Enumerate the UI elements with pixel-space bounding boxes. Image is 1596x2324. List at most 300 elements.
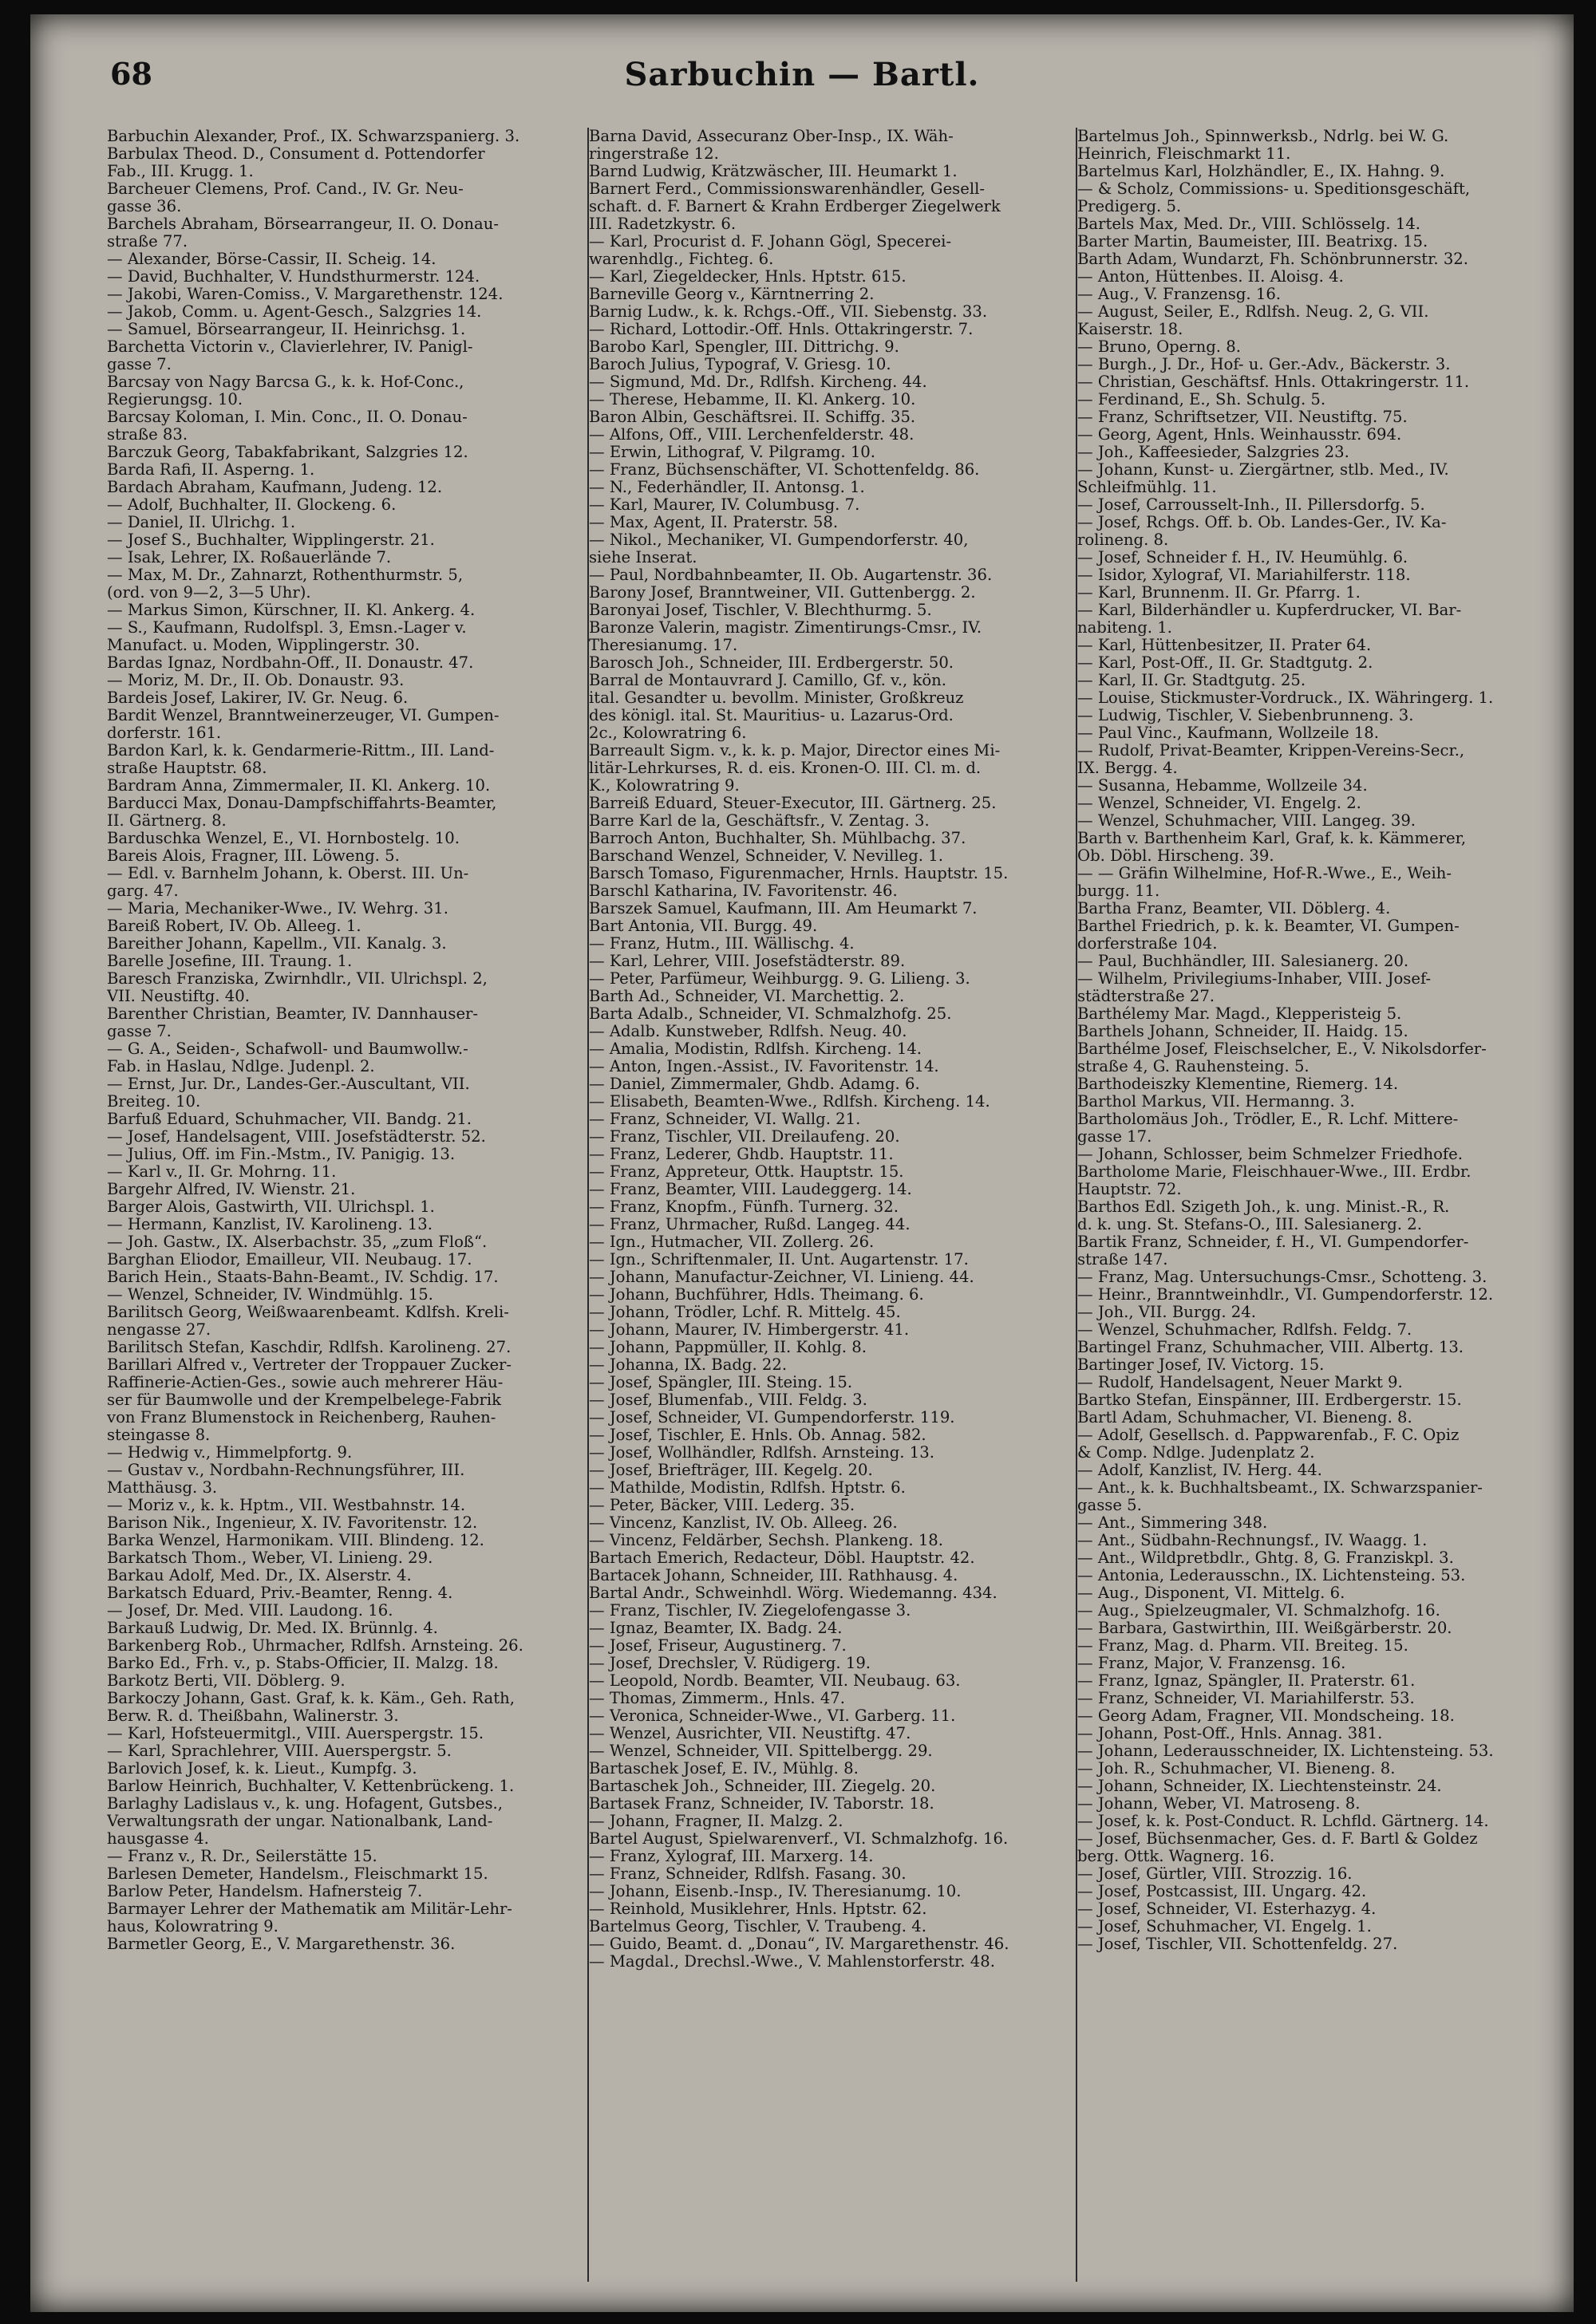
directory-entry-line: Barillari Alfred v., Vertreter der Troppauer Zucker- [107,1356,512,1374]
directory-entry-line: Bartelmus Georg, Tischler, V. Traubeng. 4. [589,1918,926,1935]
directory-entry-line: — S., Kaufmann, Rudolfspl. 3, Emsn.-Lager v. [107,619,467,637]
directory-entry-line: ser für Baumwolle und der Krempelbelege-Fabrik [107,1391,501,1409]
directory-entry-line: — Josef, Tischler, E. Hnls. Ob. Annag. 582. [589,1426,926,1444]
directory-entry-line: Barlow Peter, Handelsm. Hafnersteig 7. [107,1883,423,1900]
directory-entry-line: — Ign., Schriftenmaler, II. Unt. Augartenstr. 17. [589,1251,969,1269]
directory-entry-line: — Adolf, Kanzlist, IV. Herg. 44. [1077,1462,1322,1479]
directory-page [30,14,1574,2312]
directory-entry-line: Barcsay von Nagy Barcsa G., k. k. Hof-Conc., [107,373,464,391]
directory-entry-line: Barreault Sigm. v., k. k. p. Major, Director eines Mi- [589,742,1001,760]
directory-entry-line: — Franz, Uhrmacher, Rußd. Langeg. 44. [589,1216,911,1233]
directory-entry-line: Baronyai Josef, Tischler, V. Blechthurmg. 5. [589,602,932,619]
directory-entry-line: haus, Kolowratring 9. [107,1918,279,1935]
directory-entry-line: Bardram Anna, Zimmermaler, II. Kl. Ankerg. 10. [107,777,491,795]
directory-entry-line: burgg. 11. [1077,882,1160,900]
directory-entry-line: IX. Bergg. 4. [1077,760,1178,777]
directory-entry-line: — Joh., Kaffeesieder, Salzgries 23. [1077,444,1349,461]
directory-entry-line: Bareither Johann, Kapellm., VII. Kanalg. 3. [107,935,447,953]
directory-entry-line: Raffinerie-Actien-Ges., sowie auch mehrerer Häu- [107,1374,504,1391]
directory-entry-line: straße 83. [107,426,188,444]
directory-entry-line: — Karl, Ziegeldecker, Hnls. Hptstr. 615. [589,268,907,286]
directory-entry-line: Barthélme Josef, Fleischselcher, E., V. Nikolsdorfer- [1077,1040,1487,1058]
directory-entry-line: Kaiserstr. 18. [1077,321,1183,338]
directory-entry-line: nabiteng. 1. [1077,619,1172,637]
directory-entry-line: Barnert Ferd., Commissionswarenhändler, Gesell- [589,180,985,198]
directory-entry-line: Barger Alois, Gastwirth, VII. Ulrichspl. 1. [107,1198,435,1216]
directory-entry-line: — Josef, Rchgs. Off. b. Ob. Landes-Ger., IV. Ka- [1077,514,1447,531]
directory-entry-line: — Markus Simon, Kürschner, II. Kl. Ankerg. 4. [107,602,476,619]
directory-entry-line: Barlovich Josef, k. k. Lieut., Kumpfg. 3. [107,1760,417,1778]
directory-entry-line: Barko Ed., Frh. v., p. Stabs-Officier, II. Malzg. 18. [107,1655,499,1672]
directory-entry-line: Barth Ad., Schneider, VI. Marchettig. 2. [589,988,905,1005]
directory-entry-line: Bartinger Josef, IV. Victorg. 15. [1077,1356,1325,1374]
page-number: 68 [110,56,152,92]
directory-entry-line: Barth v. Barthenheim Karl, Graf, k. k. Kämmerer, [1077,830,1467,847]
directory-entry-line: (ord. von 9—2, 3—5 Uhr). [107,584,311,602]
directory-entry-line: Bartha Franz, Beamter, VII. Döblerg. 4. [1077,900,1391,917]
directory-entry-line: siehe Inserat. [589,549,697,566]
directory-entry-line: Matthäusg. 3. [107,1479,218,1497]
directory-entry-line: — Johann, Kunst- u. Ziergärtner, stlb. Med., IV. [1077,461,1449,479]
directory-entry-line: — Joh. R., Schuhmacher, VI. Bieneng. 8. [1077,1760,1396,1778]
directory-entry-line: — Franz, Mag. Untersuchungs-Cmsr., Schotteng. 3. [1077,1269,1487,1286]
directory-column-1 [107,128,595,2282]
directory-entry-line: Manufact. u. Moden, Wipplingerstr. 30. [107,637,420,654]
directory-entry-line: — Hedwig v., Himmelpfortg. 9. [107,1444,353,1462]
directory-entry-line: — Johann, Schlosser, beim Schmelzer Friedhofe. [1077,1146,1463,1163]
directory-entry-line: — Josef, Gürtler, VIII. Strozzig. 16. [1077,1865,1353,1883]
directory-entry-line: — Alexander, Börse-Cassir, II. Scheig. 14. [107,251,437,268]
directory-entry-line: — Johann, Trödler, Lchf. R. Mittelg. 45. [589,1304,901,1321]
directory-entry-line: Bartasek Franz, Schneider, IV. Taborstr. 18. [589,1795,934,1813]
directory-entry-line: — Franz, Büchsenschäfter, VI. Schottenfeldg. 86. [589,461,980,479]
directory-entry-line: Barschand Wenzel, Schneider, V. Nevilleg. 1. [589,847,943,865]
directory-entry-line: straße Hauptstr. 68. [107,760,267,777]
directory-entry-line: — Franz, Major, V. Franzensg. 16. [1077,1655,1346,1672]
directory-entry-line: — Johann, Post-Off., Hnls. Annag. 381. [1077,1725,1383,1742]
directory-entry-line: gasse 5. [1077,1497,1142,1514]
directory-entry-line: — Josef, Tischler, VII. Schottenfeldg. 27. [1077,1935,1398,1953]
directory-entry-line: Bartik Franz, Schneider, f. H., VI. Gumpendorfer- [1077,1233,1469,1251]
directory-entry-line: Barth Adam, Wundarzt, Fh. Schönbrunnerstr. 32. [1077,251,1468,268]
directory-entry-line: — Josef, Schneider, VI. Esterhazyg. 4. [1077,1900,1377,1918]
directory-entry-line: Bardach Abraham, Kaufmann, Judeng. 12. [107,479,443,496]
directory-entry-line: Barilitsch Stefan, Kaschdir, Rdlfsh. Karolineng. 27. [107,1339,512,1356]
directory-entry-line: Barkenberg Rob., Uhrmacher, Rdlfsh. Arnsteing. 26. [107,1637,523,1655]
page-header [62,56,1542,112]
directory-entry-line: — Karl, Post-Off., II. Gr. Stadtgutg. 2. [1077,654,1373,672]
directory-entry-line: — Aug., V. Franzensg. 16. [1077,286,1282,303]
directory-entry-line: III. Radetzkystr. 6. [589,215,737,233]
directory-entry-line: — Josef, Postcassist, III. Ungarg. 42. [1077,1883,1367,1900]
directory-entry-line: — Julius, Off. im Fin.-Mstm., IV. Panigig. 13. [107,1146,456,1163]
directory-entry-line: — Anton, Ingen.-Assist., IV. Favoritenstr. 14. [589,1058,939,1075]
directory-entry-line: — Rudolf, Privat-Beamter, Krippen-Vereins-Secr., [1077,742,1465,760]
directory-entry-line: Bartaschek Josef, E. IV., Mühlg. 8. [589,1760,859,1778]
directory-entry-line: Verwaltungsrath der ungar. Nationalbank, Land- [107,1813,493,1830]
directory-column-2 [589,128,1077,2282]
directory-entry-line: — Rudolf, Handelsagent, Neuer Markt 9. [1077,1374,1403,1391]
directory-entry-line: Barlow Heinrich, Buchhalter, V. Kettenbrückeng. 1. [107,1778,515,1795]
directory-entry-line: Bartko Stefan, Einspänner, III. Erdbergerstr. 15. [1077,1391,1462,1409]
directory-entry-line: — Franz, Appreteur, Ottk. Hauptstr. 15. [589,1163,904,1181]
directory-entry-line: — Franz, Hutm., III. Wällischg. 4. [589,935,855,953]
directory-entry-line: — Richard, Lottodir.-Off. Hnls. Ottakringerstr. 7. [589,321,974,338]
directory-entry-line: Bartholome Marie, Fleischhauer-Wwe., III. Erdbr. [1077,1163,1472,1181]
directory-entry-line: Barkau Adolf, Med. Dr., IX. Alserstr. 4. [107,1567,412,1584]
directory-entry-line: Barsch Tomaso, Figurenmacher, Hrnls. Hauptstr. 15. [589,865,1009,882]
directory-entry-line: Barchetta Victorin v., Clavierlehrer, IV. Panigl- [107,338,473,356]
directory-entry-line: — Ernst, Jur. Dr., Landes-Ger.-Auscultant, VII. [107,1075,470,1093]
directory-entry-line: — Franz, Schneider, Rdlfsh. Fasang. 30. [589,1865,907,1883]
directory-entry-line: — Karl v., II. Gr. Mohrng. 11. [107,1163,337,1181]
directory-entry-line: Theresianumg. 17. [589,637,738,654]
directory-entry-line: Barthels Johann, Schneider, II. Haidg. 15. [1077,1023,1408,1040]
directory-entry-line: — Magdal., Drechsl.-Wwe., V. Mahlenstorferstr. 48. [589,1953,995,1971]
directory-entry-line: Barral de Montauvrard J. Camillo, Gf. v., kön. [589,672,946,689]
directory-entry-line: — Leopold, Nordb. Beamter, VII. Neubaug. 63. [589,1672,961,1690]
directory-entry-line: — Ign., Hutmacher, VII. Zollerg. 26. [589,1233,875,1251]
directory-entry-line: — Paul, Nordbahnbeamter, II. Ob. Augartenstr. 36. [589,566,993,584]
directory-entry-line: — Bruno, Operng. 8. [1077,338,1241,356]
directory-entry-line: — Ant., Simmering 348. [1077,1514,1268,1532]
directory-entry-line: warenhdlg., Fichteg. 6. [589,251,774,268]
directory-entry-line: — Georg, Agent, Hnls. Weinhausstr. 694. [1077,426,1402,444]
directory-entry-line: — Susanna, Hebamme, Wollzeile 34. [1077,777,1368,795]
directory-entry-line: — Josef, Briefträger, III. Kegelg. 20. [589,1462,873,1479]
directory-entry-line: Barkatsch Eduard, Priv.-Beamter, Renng. 4. [107,1584,453,1602]
directory-entry-line: & Comp. Ndlge. Judenplatz 2. [1077,1444,1315,1462]
directory-entry-line: Barbuchin Alexander, Prof., IX. Schwarzspanierg. 3. [107,128,520,145]
directory-entry-line: Barta Adalb., Schneider, VI. Schmalzhofg. 25. [589,1005,952,1023]
directory-entry-line: — Therese, Hebamme, II. Kl. Ankerg. 10. [589,391,916,408]
directory-entry-line: Barilitsch Georg, Weißwaarenbeamt. Kdlfsh. Kreli- [107,1304,509,1321]
directory-entry-line: — Karl, Brunnenm. II. Gr. Pfarrg. 1. [1077,584,1361,602]
directory-entry-line: — Max, M. Dr., Zahnarzt, Rothenthurmstr. 5, [107,566,464,584]
directory-entry-line: — Aug., Disponent, VI. Mittelg. 6. [1077,1584,1345,1602]
directory-entry-line: Bartacek Johann, Schneider, III. Rathhausg. 4. [589,1567,958,1584]
directory-entry-line: — Ant., Südbahn-Rechnungsf., IV. Waagg. 1. [1077,1532,1428,1549]
directory-entry-line: Barszek Samuel, Kaufmann, III. Am Heumarkt 7. [589,900,978,917]
directory-entry-line: — Wilhelm, Privilegiums-Inhaber, VIII. Josef- [1077,970,1432,988]
directory-entry-line: — & Scholz, Commissions- u. Speditionsgeschäft, [1077,180,1471,198]
directory-entry-line: — Elisabeth, Beamten-Wwe., Rdlfsh. Kircheng. 14. [589,1093,990,1111]
directory-entry-line: II. Gärtnerg. 8. [107,812,227,830]
directory-entry-line: — Antonia, Lederausschn., IX. Lichtensteing. 53. [1077,1567,1466,1584]
directory-entry-line: — Franz, Schriftsetzer, VII. Neustiftg. 75. [1077,408,1408,426]
directory-entry-line: — Moriz, M. Dr., II. Ob. Donaustr. 93. [107,672,405,689]
directory-entry-line: Bardas Ignaz, Nordbahn-Off., II. Donaustr. 47. [107,654,474,672]
page-title: Sarbuchin — Bartl. [624,56,980,93]
directory-entry-line: Schleifmühlg. 11. [1077,479,1217,496]
directory-entry-line: — Franz, Schneider, VI. Wallg. 21. [589,1111,861,1128]
directory-entry-line: Barkauß Ludwig, Dr. Med. IX. Brünnlg. 4. [107,1620,438,1637]
directory-entry-line: hausgasse 4. [107,1830,209,1848]
directory-entry-line: Barbulax Theod. D., Consument d. Pottendorfer [107,145,485,163]
directory-entry-line: Predigerg. 5. [1077,198,1182,215]
directory-entry-line: Barenther Christian, Beamter, IV. Dannhauser- [107,1005,479,1023]
directory-entry-line: Barfuß Eduard, Schuhmacher, VII. Bandg. 21. [107,1111,472,1128]
directory-entry-line: — Franz, Ignaz, Spängler, II. Praterstr. 61. [1077,1672,1416,1690]
directory-entry-line: steingasse 8. [107,1426,211,1444]
directory-entry-line: — Johann, Weber, VI. Matroseng. 8. [1077,1795,1361,1813]
directory-entry-line: Barthodeiszky Klementine, Riemerg. 14. [1077,1075,1399,1093]
directory-entry-line: Barduschka Wenzel, E., VI. Hornbostelg. 10. [107,830,460,847]
directory-entry-line: Barthélemy Mar. Magd., Klepperisteig 5. [1077,1005,1402,1023]
directory-entry-line: Bareis Alois, Fragner, III. Löweng. 5. [107,847,400,865]
directory-entry-line: dorferstr. 161. [107,724,222,742]
directory-entry-line: — Karl, Maurer, IV. Columbusg. 7. [589,496,860,514]
directory-entry-line: Breiteg. 10. [107,1093,201,1111]
directory-entry-line: — Daniel, Zimmermaler, Ghdb. Adamg. 6. [589,1075,920,1093]
directory-entry-line: — Josef, Handelsagent, VIII. Josefstädterstr. 52. [107,1128,486,1146]
directory-entry-line: — Paul, Buchhändler, III. Salesianerg. 20. [1077,953,1409,970]
directory-entry-line: — Amalia, Modistin, Rdlfsh. Kircheng. 14. [589,1040,922,1058]
directory-entry-line: — Anton, Hüttenbes. II. Aloisg. 4. [1077,268,1344,286]
directory-entry-line: Berw. R. d. Theißbahn, Walinerstr. 3. [107,1707,399,1725]
directory-entry-line: Heinrich, Fleischmarkt 11. [1077,145,1291,163]
directory-entry-line: Barosch Joh., Schneider, III. Erdbergerstr. 50. [589,654,954,672]
directory-entry-line: ringerstraße 12. [589,145,719,163]
directory-entry-line: — Hermann, Kanzlist, IV. Karolineng. 13. [107,1216,433,1233]
directory-entry-line: städterstraße 27. [1077,988,1215,1005]
directory-entry-line: — Veronica, Schneider-Wwe., VI. Garberg. 11. [589,1707,956,1725]
directory-entry-line: — Wenzel, Ausrichter, VII. Neustiftg. 47. [589,1725,911,1742]
directory-entry-line: — Johann, Schneider, IX. Liechtensteinstr. 24. [1077,1778,1442,1795]
directory-entry-line: Bartelmus Joh., Spinnwerksb., Ndrlg. bei W. G. [1077,128,1449,145]
directory-entry-line: — Franz, Tischler, VII. Dreilaufeng. 20. [589,1128,900,1146]
directory-entry-line: Barelle Josefine, III. Traung. 1. [107,953,353,970]
directory-entry-line: straße 77. [107,233,188,251]
directory-entry-line: — Karl, Hofsteuermitgl., VIII. Auerspergstr. 15. [107,1725,484,1742]
directory-entry-line: Hauptstr. 72. [1077,1181,1182,1198]
directory-entry-line: schaft. d. F. Barnert & Krahn Erdberger Ziegelwerk [589,198,1001,215]
directory-entry-line: von Franz Blumenstock in Reichenberg, Rauhen- [107,1409,496,1426]
directory-entry-line: — Karl, Lehrer, VIII. Josefstädterstr. 89. [589,953,906,970]
directory-entry-line: — Franz, Mag. d. Pharm. VII. Breiteg. 15. [1077,1637,1408,1655]
directory-entry-line: — Daniel, II. Ulrichg. 1. [107,514,296,531]
directory-entry-line: Barthos Edl. Szigeth Joh., k. ung. Minist.-R., R. [1077,1198,1450,1216]
directory-entry-line: berg. Ottk. Wagnerg. 16. [1077,1848,1275,1865]
directory-entry-line: Bartaschek Joh., Schneider, III. Ziegelg. 20. [589,1778,936,1795]
directory-entry-line: Bartels Max, Med. Dr., VIII. Schlösselg. 14. [1077,215,1421,233]
directory-entry-line: — Samuel, Börsearrangeur, II. Heinrichsg. 1. [107,321,466,338]
directory-entry-line: — Karl, Hüttenbesitzer, II. Prater 64. [1077,637,1372,654]
directory-entry-line: — Peter, Bäcker, VIII. Lederg. 35. [589,1497,855,1514]
directory-entry-line: — Josef, Wollhändler, Rdlfsh. Arnsteing. 13. [589,1444,934,1462]
directory-entry-line: Bartl Adam, Schuhmacher, VI. Bieneng. 8. [1077,1409,1412,1426]
directory-entry-line: — Josef, Spängler, III. Steing. 15. [589,1374,853,1391]
directory-entry-line: Barreiß Eduard, Steuer-Executor, III. Gärtnerg. 25. [589,795,997,812]
directory-entry-line: — Maria, Mechaniker-Wwe., IV. Wehrg. 31. [107,900,448,917]
directory-entry-line: Bartelmus Karl, Holzhändler, E., IX. Hahng. 9. [1077,163,1445,180]
directory-entry-line: — Gustav v., Nordbahn-Rechnungsführer, III. [107,1462,465,1479]
directory-entry-line: Fab. in Haslau, Ndlge. Judenpl. 2. [107,1058,375,1075]
directory-entry-line: — — Gräfin Wilhelmine, Hof-R.-Wwe., E., Weih- [1077,865,1452,882]
directory-entry-line: 2c., Kolowratring 6. [589,724,747,742]
directory-entry-line: — Adalb. Kunstweber, Rdlfsh. Neug. 40. [589,1023,907,1040]
directory-entry-line: VII. Neustiftg. 40. [107,988,250,1005]
directory-entry-line: Baronze Valerin, magistr. Zimentirungs-Cmsr., IV. [589,619,982,637]
directory-entry-line: — Karl, Sprachlehrer, VIII. Auerspergstr. 5. [107,1742,452,1760]
directory-entry-line: — Aug., Spielzeugmaler, VI. Schmalzhofg. 16. [1077,1602,1440,1620]
directory-entry-line: — Joh. Gastw., IX. Alserbachstr. 35, „zum Floß“. [107,1233,488,1251]
directory-entry-line: — Wenzel, Schneider, VII. Spittelbergg. 29. [589,1742,933,1760]
directory-entry-line: — Josef, Drechsler, V. Rüdigerg. 19. [589,1655,871,1672]
directory-entry-line: Barison Nik., Ingenieur, X. IV. Favoritenstr. 12. [107,1514,478,1532]
directory-entry-line: gasse 7. [107,356,172,373]
directory-entry-line: Barkoczy Johann, Gast. Graf, k. k. Käm., Geh. Rath, [107,1690,515,1707]
directory-entry-line: — Franz, Beamter, VIII. Laudeggerg. 14. [589,1181,912,1198]
directory-entry-line: — David, Buchhalter, V. Hundsthurmerstr. 124. [107,268,480,286]
directory-entry-line: — Johann, Eisenb.-Insp., IV. Theresianumg. 10. [589,1883,962,1900]
directory-entry-line: Barthol Markus, VII. Hermanng. 3. [1077,1093,1355,1111]
directory-entry-line: Bartingel Franz, Schuhmacher, VIII. Albertg. 13. [1077,1339,1464,1356]
directory-entry-line: Barcheuer Clemens, Prof. Cand., IV. Gr. Neu- [107,180,464,198]
directory-entry-line: Barchels Abraham, Börsearrangeur, II. O. Donau- [107,215,499,233]
directory-entry-line: — Reinhold, Musiklehrer, Hnls. Hptstr. 62. [589,1900,927,1918]
directory-entry-line: — Ignaz, Beamter, IX. Badg. 24. [589,1620,843,1637]
directory-entry-line: Bart Antonia, VII. Burgg. 49. [589,917,818,935]
directory-entry-line: — Johann, Buchführer, Hdls. Theimang. 6. [589,1286,924,1304]
directory-entry-line: — Burgh., J. Dr., Hof- u. Ger.-Adv., Bäckerstr. 3. [1077,356,1451,373]
directory-entry-line: — N., Federhändler, II. Antonsg. 1. [589,479,865,496]
directory-entry-line: gasse 36. [107,198,182,215]
directory-entry-line: Barthel Friedrich, p. k. k. Beamter, VI. Gumpen- [1077,917,1460,935]
directory-entry-line: Bartel August, Spielwarenverf., VI. Schmalzhofg. 16. [589,1830,1009,1848]
directory-entry-line: Barczuk Georg, Tabakfabrikant, Salzgries 12. [107,444,468,461]
directory-entry-line: Bartholomäus Joh., Trödler, E., R. Lchf. Mittere- [1077,1111,1459,1128]
directory-entry-line: — Edl. v. Barnhelm Johann, k. Oberst. III. Un- [107,865,469,882]
directory-entry-line: — Ludwig, Tischler, V. Siebenbrunneng. 3. [1077,707,1414,724]
directory-entry-line: Barcsay Koloman, I. Min. Conc., II. O. Donau- [107,408,468,426]
directory-entry-line: — Josef S., Buchhalter, Wipplingerstr. 21. [107,531,435,549]
directory-entry-line: Bardit Wenzel, Branntweinerzeuger, VI. Gumpen- [107,707,500,724]
directory-entry-line: Barna David, Assecuranz Ober-Insp., IX. Wäh- [589,128,954,145]
directory-entry-line: — Nikol., Mechaniker, VI. Gumpendorferstr. 40, [589,531,969,549]
directory-entry-line: Bartach Emerich, Redacteur, Döbl. Hauptstr. 42. [589,1549,975,1567]
directory-entry-line: Ob. Döbl. Hirscheng. 39. [1077,847,1274,865]
directory-entry-line: — Josef, Schneider f. H., IV. Heumühlg. 6. [1077,549,1408,566]
directory-entry-line: — Jakobi, Waren-Comiss., V. Margarethenstr. 124. [107,286,504,303]
directory-entry-line: — Josef, Büchsenmacher, Ges. d. F. Bartl & Goldez [1077,1830,1478,1848]
directory-entry-line: Barre Karl de la, Geschäftsfr., V. Zentag. 3. [589,812,930,830]
directory-entry-line: — Isak, Lehrer, IX. Roßauerlände 7. [107,549,392,566]
directory-entry-line: — Karl, II. Gr. Stadtgutg. 25. [1077,672,1306,689]
directory-entry-line: — Peter, Parfümeur, Weihburgg. 9. G. Lilieng. 3. [589,970,970,988]
directory-entry-line: — Jakob, Comm. u. Agent-Gesch., Salzgries 14. [107,303,482,321]
directory-entry-line: straße 147. [1077,1251,1168,1269]
directory-entry-line: Baresch Franziska, Zwirnhdlr., VII. Ulrichspl. 2, [107,970,488,988]
directory-entry-line: — Josef, Blumenfab., VIII. Feldg. 3. [589,1391,867,1409]
directory-entry-line: Barducci Max, Donau-Dampfschiffahrts-Beamter, [107,795,497,812]
directory-entry-line: — Franz, Lederer, Ghdb. Hauptstr. 11. [589,1146,894,1163]
directory-entry-line: — Heinr., Branntweinhdlr., VI. Gumpendorferstr. 12. [1077,1286,1494,1304]
directory-entry-line: — Josef, Schuhmacher, VI. Engelg. 1. [1077,1918,1372,1935]
directory-entry-line: litär-Lehrkurses, R. d. eis. Kronen-O. III. Cl. m. d. [589,760,982,777]
directory-entry-line: straße 4, G. Rauhensteing. 5. [1077,1058,1310,1075]
directory-entry-line: gasse 17. [1077,1128,1152,1146]
directory-entry-line: Baron Albin, Geschäftsrei. II. Schiffg. 35. [589,408,916,426]
directory-entry-line: dorferstraße 104. [1077,935,1218,953]
directory-entry-line: Barmetler Georg, E., V. Margarethenstr. 36. [107,1935,456,1953]
directory-entry-line: — Mathilde, Modistin, Rdlfsh. Hptstr. 6. [589,1479,906,1497]
directory-entry-line: — Wenzel, Schneider, IV. Windmühlg. 15. [107,1286,433,1304]
directory-entry-line: — Barbara, Gastwirthin, III. Weißgärberstr. 20. [1077,1620,1452,1637]
directory-column-3 [1077,128,1566,2282]
directory-entry-line: — Johann, Lederausschneider, IX. Lichtensteing. 53. [1077,1742,1494,1760]
directory-entry-line: — Josef, k. k. Post-Conduct. R. Lchfld. Gärtnerg. 14. [1077,1813,1489,1830]
directory-entry-line: nengasse 27. [107,1321,211,1339]
directory-entry-line: — Vincenz, Feldärber, Sechsh. Plankeng. 18. [589,1532,944,1549]
directory-entry-line: Bardon Karl, k. k. Gendarmerie-Rittm., III. Land- [107,742,495,760]
directory-entry-line: Barschl Katharina, IV. Favoritenstr. 46. [589,882,898,900]
directory-entry-line: — Max, Agent, II. Praterstr. 58. [589,514,839,531]
directory-entry-line: — Johann, Pappmüller, II. Kohlg. 8. [589,1339,867,1356]
directory-entry-line: — Erwin, Lithograf, V. Pilgramg. 10. [589,444,876,461]
directory-entry-line: — Adolf, Gesellsch. d. Pappwarenfab., F. C. Opiz [1077,1426,1460,1444]
directory-entry-line: — Johanna, IX. Badg. 22. [589,1356,788,1374]
directory-entry-line: — Karl, Bilderhändler u. Kupferdrucker, VI. Bar- [1077,602,1462,619]
directory-entry-line: rolineng. 8. [1077,531,1169,549]
directory-entry-line: — Josef, Dr. Med. VIII. Laudong. 16. [107,1602,393,1620]
directory-entry-line: Barobo Karl, Spengler, III. Dittrichg. 9. [589,338,899,356]
directory-entry-line: — Ferdinand, E., Sh. Schulg. 5. [1077,391,1326,408]
directory-entry-line: — Paul Vinc., Kaufmann, Wollzeile 18. [1077,724,1379,742]
directory-entry-line: Barter Martin, Baumeister, III. Beatrixg. 15. [1077,233,1428,251]
directory-entry-line: des königl. ital. St. Mauritius- u. Lazarus-Ord. [589,707,954,724]
directory-entry-line: Barnd Ludwig, Krätzwäscher, III. Heumarkt 1. [589,163,958,180]
directory-entry-line: Regierungsg. 10. [107,391,243,408]
directory-entry-line: — August, Seiler, E., Rdlfsh. Neug. 2, G. VII. [1077,303,1429,321]
directory-entry-line: Barkotz Berti, VII. Döblerg. 9. [107,1672,346,1690]
directory-entry-line: Barkatsch Thom., Weber, VI. Linieng. 29. [107,1549,433,1567]
directory-entry-line: — Franz, Knopfm., Fünfh. Turnerg. 32. [589,1198,899,1216]
directory-entry-line: Barda Rafi, II. Asperng. 1. [107,461,315,479]
directory-entry-line: Barich Hein., Staats-Bahn-Beamt., IV. Schdig. 17. [107,1269,499,1286]
directory-entry-line: Barroch Anton, Buchhalter, Sh. Mühlbachg. 37. [589,830,966,847]
directory-entry-line: — G. A., Seiden-, Schafwoll- und Baumwollw.- [107,1040,468,1058]
directory-entry-line: ital. Gesandter u. bevollm. Minister, Großkreuz [589,689,964,707]
directory-entry-line: — Guido, Beamt. d. „Donau“, IV. Margarethenstr. 46. [589,1935,1009,1953]
directory-entry-line: — Christian, Geschäftsf. Hnls. Ottakringerstr. 11. [1077,373,1470,391]
directory-entry-line: — Johann, Fragner, II. Malzg. 2. [589,1813,843,1830]
directory-entry-line: Bartal Andr., Schweinhdl. Wörg. Wiedemanng. 434. [589,1584,998,1602]
directory-entry-line: K., Kolowratring 9. [589,777,740,795]
directory-entry-line: — Ant., k. k. Buchhaltsbeamt., IX. Schwarzspanier- [1077,1479,1483,1497]
directory-entry-line: — Josef, Schneider, VI. Gumpendorferstr. 119. [589,1409,955,1426]
directory-entry-line: — Josef, Friseur, Augustinerg. 7. [589,1637,847,1655]
directory-entry-line: — Wenzel, Schuhmacher, VIII. Langeg. 39. [1077,812,1416,830]
directory-entry-line: — Thomas, Zimmerm., Hnls. 47. [589,1690,845,1707]
directory-entry-line: Barlesen Demeter, Handelsm., Fleischmarkt 15. [107,1865,488,1883]
directory-entry-line: — Sigmund, Md. Dr., Rdlfsh. Kircheng. 44. [589,373,927,391]
directory-entry-line: — Karl, Procurist d. F. Johann Gögl, Specerei- [589,233,952,251]
directory-entry-line: Barony Josef, Branntweiner, VII. Guttenbergg. 2. [589,584,976,602]
directory-entry-line: Barghan Eliodor, Emailleur, VII. Neubaug. 17. [107,1251,472,1269]
directory-entry-line: — Adolf, Buchhalter, II. Glockeng. 6. [107,496,397,514]
directory-entry-line: — Louise, Stickmuster-Vordruck., IX. Währingerg. 1. [1077,689,1494,707]
directory-entry-line: — Ant., Wildpretbdlr., Ghtg. 8, G. Franziskpl. 3. [1077,1549,1454,1567]
directory-entry-line: Bardeis Josef, Lakirer, IV. Gr. Neug. 6. [107,689,409,707]
directory-entry-line: — Josef, Carrousselt-Inh., II. Pillersdorfg. 5. [1077,496,1425,514]
directory-entry-line: — Isidor, Xylograf, VI. Mariahilferstr. 118. [1077,566,1411,584]
directory-entry-line: — Alfons, Off., VIII. Lerchenfelderstr. 48. [589,426,915,444]
directory-entry-line: Barmayer Lehrer der Mathematik am Militär-Lehr- [107,1900,512,1918]
directory-entry-line: — Johann, Manufactur-Zeichner, VI. Linieng. 44. [589,1269,974,1286]
directory-entry-line: garg. 47. [107,882,179,900]
directory-entry-line: — Franz, Tischler, IV. Ziegelofengasse 3. [589,1602,911,1620]
